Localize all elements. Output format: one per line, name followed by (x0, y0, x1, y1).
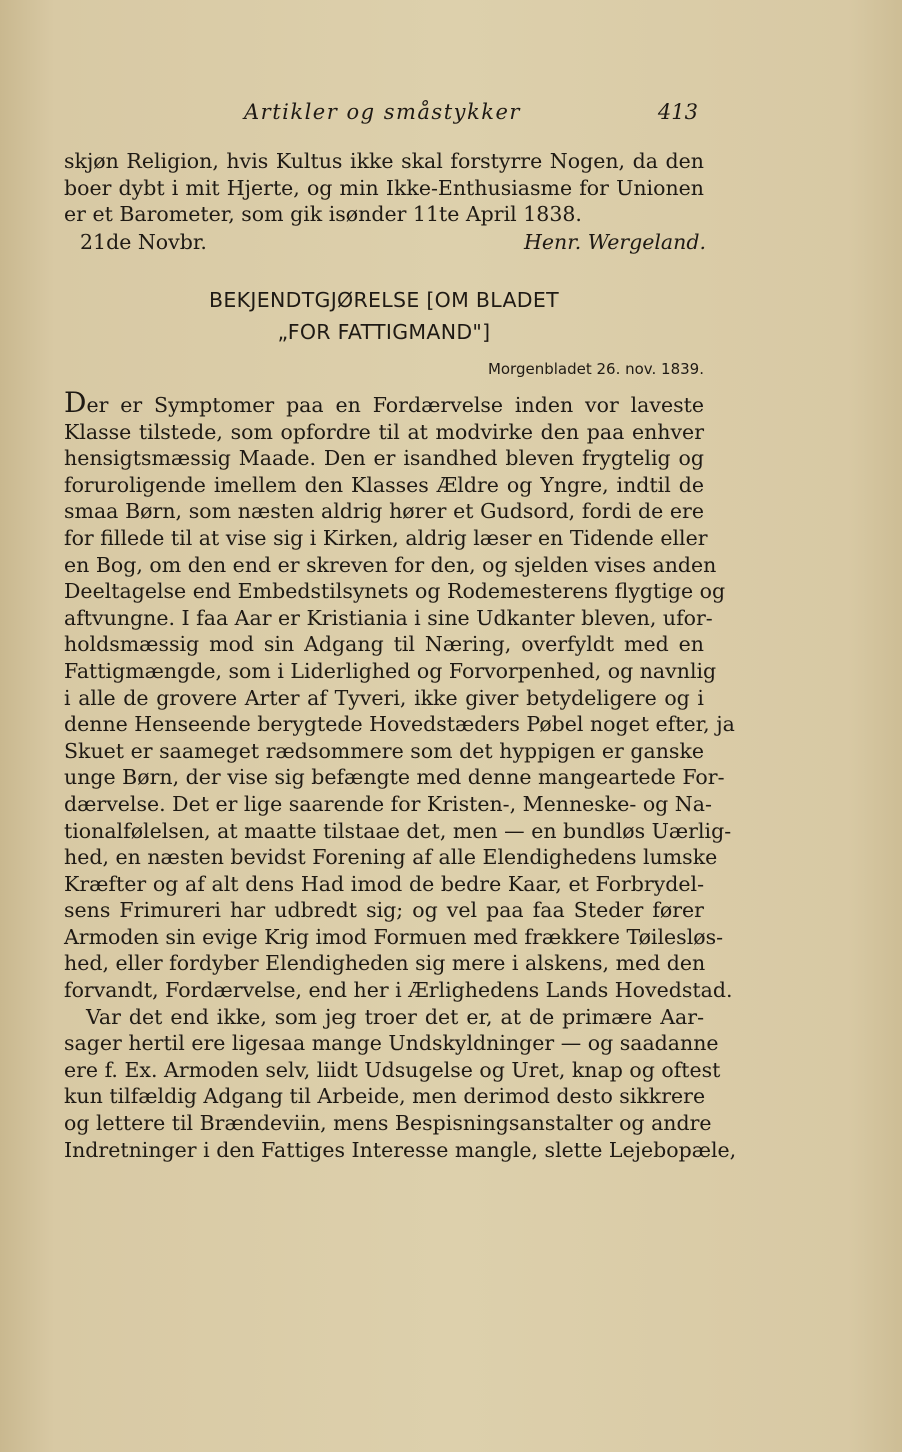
page-header (64, 100, 704, 130)
text-line: denne Henseende berygtede Hovedstæders Pøbel noget efter, ja (64, 712, 735, 737)
text-line: boer dybt i mit Hjerte, og min Ikke-Enthusiasme for Unionen (64, 175, 704, 200)
article-heading-line-1: BEKJENDTGJØRELSE [OM BLADET (209, 288, 559, 312)
text-line: Kræfter og af alt dens Had imod de bedre Kaar, et Forbrydel- (64, 871, 704, 896)
text-line: forvandt, Fordærvelse, end her i Ærlighedens Lands Hovedstad. (64, 978, 733, 1003)
drop-letter: D (64, 386, 87, 419)
text-line: i alle de grovere Arter af Tyveri, ikke giver betydeligere og i (64, 685, 704, 710)
date-line: 21de Novbr. (80, 230, 207, 254)
running-title: Artikler og småstykker (244, 100, 521, 124)
text-line: aftvungne. I faa Aar er Kristiania i sine Udkanter bleven, ufor- (64, 605, 713, 630)
text-line: hed, eller fordyber Elendigheden sig mere i alskens, med den (64, 951, 706, 976)
text-line: en Bog, om den end er skreven for den, og sjelden vises anden (64, 552, 717, 577)
article-body (64, 386, 737, 1163)
author-signature: Henr. Wergeland. (524, 230, 706, 254)
text-line: Fattigmængde, som i Liderlighed og Forvorpenhed, og navnlig (64, 658, 717, 683)
text-line: hensigtsmæssig Maade. Den er isandhed bleven frygtelig og (64, 446, 704, 471)
text-line: og lettere til Brændeviin, mens Bespisningsanstalter og andre (64, 1111, 712, 1136)
first-line-text: er er Symptomer paa en Fordærvelse inden vor laveste (86, 393, 704, 417)
text-line: smaa Børn, som næsten aldrig hører et Gudsord, fordi de ere (64, 499, 704, 524)
text-line (64, 386, 704, 419)
text-line: Klasse tilstede, som opfordre til at modvirke den paa enhver (64, 419, 704, 444)
text-line: kun tilfældig Adgang til Arbeide, men derimod desto sikkrere (64, 1084, 706, 1109)
page-number: 413 (657, 100, 698, 124)
text-line: holdsmæssig mod sin Adgang til Næring, overfyldt med en (64, 632, 704, 657)
article-heading-line-2: „FOR FATTIGMAND"] (277, 320, 491, 344)
text-line: unge Børn, der vise sig befængte med denne mangeartede For- (64, 765, 725, 790)
text-line: sens Frimureri har udbredt sig; og vel paa faa Steder fører (64, 898, 704, 923)
text-line: foruroligende imellem den Klasses Ældre og Yngre, indtil de (64, 472, 704, 497)
source-citation: Morgenbladet 26. nov. 1839. (487, 360, 704, 378)
text-line: dærvelse. Det er lige saarende for Kristen-, Menneske- og Na- (64, 791, 712, 816)
text-line: Indretninger i den Fattiges Interesse mangle, slette Lejebopæle, (64, 1137, 737, 1162)
continued-paragraph (64, 148, 704, 228)
text-line: Armoden sin evige Krig imod Formuen med frækkere Tøilesløs- (64, 924, 724, 949)
text-line: skjøn Religion, hvis Kultus ikke skal forstyrre Nogen, da den (64, 149, 704, 173)
text-line: tionalfølelsen, at maatte tilstaae det, men — en bundløs Uærlig- (64, 818, 732, 843)
text-line: for fillede til at vise sig i Kirken, aldrig læser en Tidende eller (64, 525, 708, 550)
text-line: Var det end ikke, som jeg troer det er, at de primære Aar- (86, 1004, 704, 1029)
text-line: Deeltagelse end Embedstilsynets og Rodemesterens flygtige og (64, 579, 726, 604)
text-line: sager hertil ere ligesaa mange Undskyldninger — og saadanne (64, 1031, 719, 1056)
text-line: ere f. Ex. Armoden selv, liidt Udsugelse og Uret, knap og oftest (64, 1057, 721, 1082)
text-line: Skuet er saameget rædsommere som det hyppigen er ganske (64, 738, 704, 763)
text-line: er et Barometer, som gik isønder 11te April 1838. (64, 202, 582, 227)
text-line: hed, en næsten bevidst Forening af alle Elendighedens lumske (64, 845, 718, 870)
